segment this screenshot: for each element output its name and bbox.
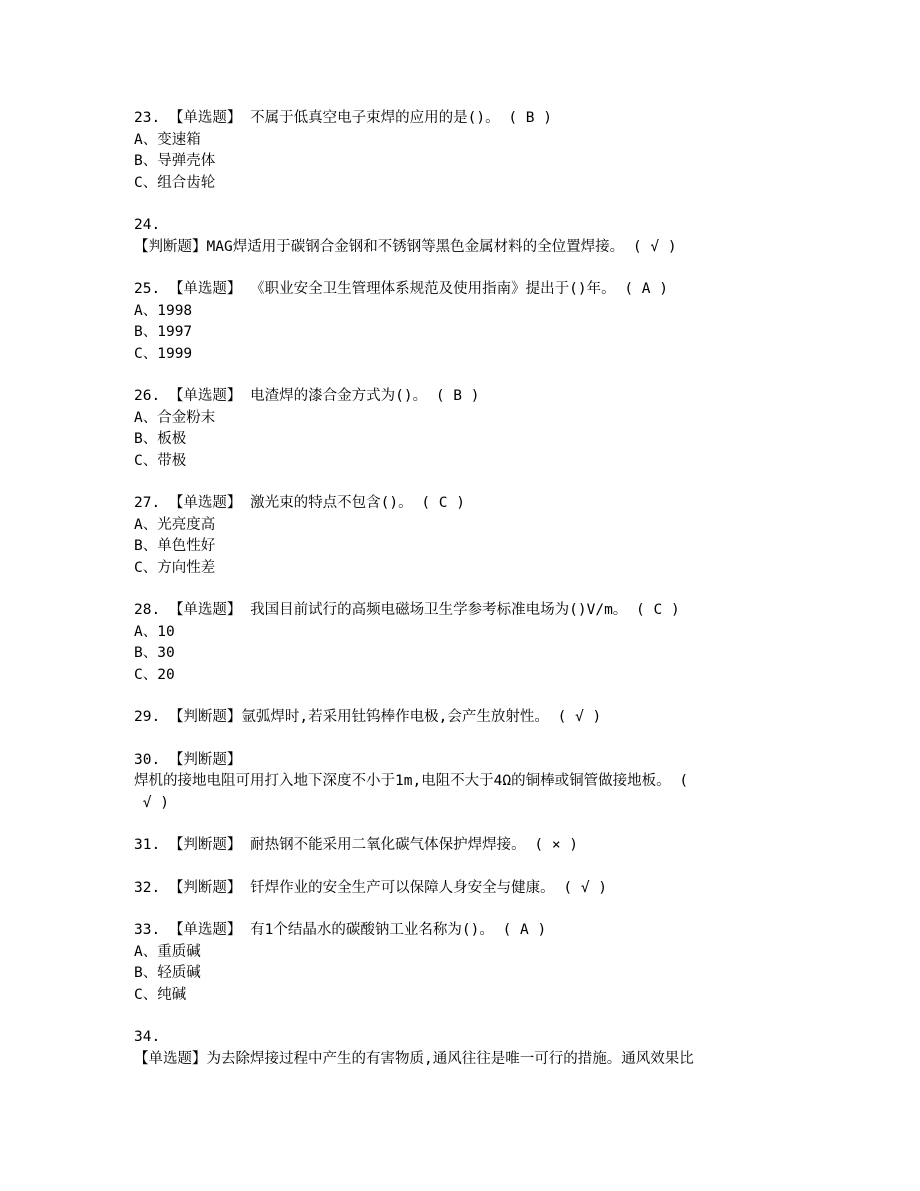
question-stem: 31. 【判断题】 耐热钢不能采用二氧化碳气体保护焊焊接。 ( × ) — [134, 837, 579, 853]
question-stem: 27. 【单选题】 激光束的特点不包含()。 ( C ) — [134, 495, 465, 511]
question-stem-continued: 【判断题】MAG焊适用于碳钢合金钢和不锈钢等黑色金属材料的全位置焊接。 ( √ ) — [134, 238, 677, 255]
answer-option: C、纯碱 — [134, 986, 187, 1003]
question-stem: 30. 【判断题】 — [134, 751, 242, 768]
question-stem-continued: √ ) — [134, 794, 169, 811]
question-stem: 23. 【单选题】 不属于低真空电子束焊的应用的是()。 ( B ) — [134, 110, 552, 126]
question-q25 — [134, 279, 794, 365]
answer-option: C、带极 — [134, 452, 187, 469]
question-stem: 28. 【单选题】 我国目前试行的高频电磁场卫生学参考标准电场为()V/m。 ( C ) — [134, 602, 680, 618]
question-q30 — [134, 750, 794, 815]
question-q28 — [134, 600, 794, 686]
question-q32 — [134, 878, 794, 900]
answer-option: B、轻质碱 — [134, 965, 201, 981]
answer-option: C、组合齿轮 — [134, 174, 216, 191]
answer-option: C、方向性差 — [134, 559, 216, 576]
answer-option: B、板极 — [134, 431, 187, 447]
answer-option: A、光亮度高 — [134, 516, 216, 533]
question-q33 — [134, 920, 794, 1006]
question-stem: 32. 【判断题】 钎焊作业的安全生产可以保障人身安全与健康。 ( √ ) — [134, 879, 608, 896]
question-q24 — [134, 215, 794, 258]
question-stem: 29. 【判断题】氩弧焊时,若采用钍钨棒作电极,会产生放射性。 ( √ ) — [134, 709, 602, 725]
answer-option: B、导弹壳体 — [134, 153, 216, 169]
question-q34 — [134, 1027, 794, 1070]
answer-option: B、1997 — [134, 324, 193, 340]
answer-option: C、1999 — [134, 345, 193, 362]
answer-option: C、20 — [134, 666, 175, 683]
question-stem-continued: 焊机的接地电阻可用打入地下深度不小于1m,电阻不大于4Ω的铜棒或铜管做接地板。 ( — [134, 773, 689, 789]
question-q27 — [134, 493, 794, 579]
answer-option: A、10 — [134, 623, 175, 640]
answer-option: B、单色性好 — [134, 538, 216, 554]
question-stem: 25. 【单选题】 《职业安全卫生管理体系规范及使用指南》提出于()年。 ( A ) — [134, 281, 668, 297]
answer-option: A、1998 — [134, 302, 193, 319]
question-stem: 34. — [134, 1029, 161, 1045]
question-stem: 24. — [134, 217, 161, 233]
question-stem-continued: 【单选题】为去除焊接过程中产生的有害物质,通风往往是唯一可行的措施。通风效果比 — [134, 1050, 694, 1067]
question-q23 — [134, 108, 794, 194]
question-q31 — [134, 835, 794, 857]
question-stem: 26. 【单选题】 电渣焊的漆合金方式为()。 ( B ) — [134, 388, 480, 404]
answer-option: A、合金粉末 — [134, 409, 216, 426]
question-list — [134, 108, 794, 1091]
answer-option: A、重质碱 — [134, 943, 201, 960]
question-q26 — [134, 386, 794, 472]
question-q29 — [134, 707, 794, 729]
answer-option: A、变速箱 — [134, 131, 201, 148]
answer-option: B、30 — [134, 645, 175, 661]
question-stem: 33. 【单选题】 有1个结晶水的碳酸钠工业名称为()。 ( A ) — [134, 922, 547, 938]
